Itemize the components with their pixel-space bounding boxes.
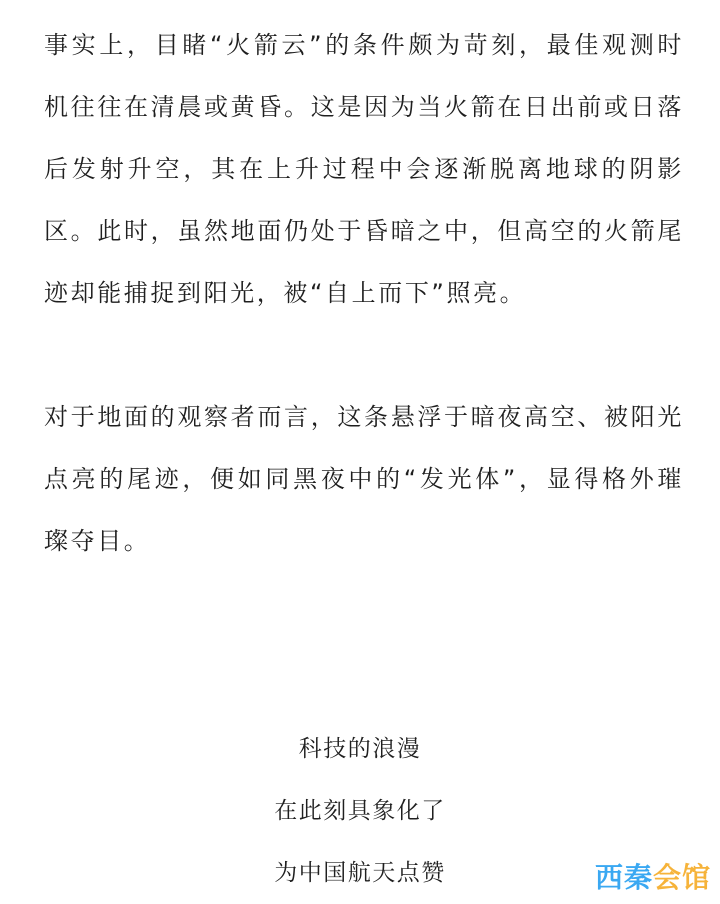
verse-line-2: 在此刻具象化了 [274, 798, 446, 824]
paragraph-rocket-cloud-conditions: 事实上，目睹“火箭云”的条件颇为苛刻，最佳观测时机往往在清晨或黄昏。这是因为当火箭在日出前或日落后发射升空，其在上升过程中会逐渐脱离地球的阴影区。此时，虽然地面仍处于昏暗之中，但高空的火箭尾迹却能捕捉到阳光，被“自上而下”照亮。 [44, 31, 684, 307]
verse-line-1: 科技的浪漫 [298, 736, 422, 762]
site-watermark-logo [595, 862, 711, 894]
paragraph-observer-view: 对于地面的观察者而言，这条悬浮于暗夜高空、被阳光点亮的尾迹，便如同黑夜中的“发光体”，显得格外璀璨夺目。 [44, 403, 684, 555]
watermark-text-part1: 西秦 [594, 861, 653, 894]
watermark-text-part2: 会馆 [652, 861, 711, 894]
verse-line-3: 为中国航天点赞 [274, 860, 446, 886]
article-body [44, 14, 684, 572]
